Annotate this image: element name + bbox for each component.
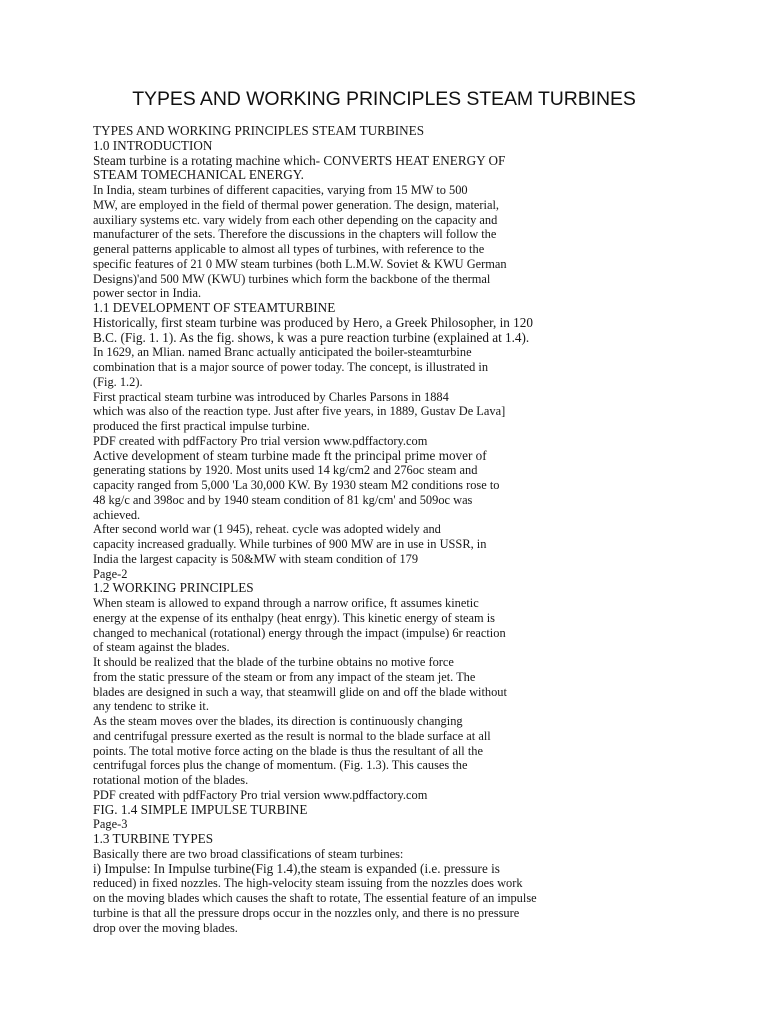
document-line: 48 kg/c and 398oc and by 1940 steam condition of 81 kg/cm' and 509oc was: [93, 492, 473, 507]
document-line: In India, steam turbines of different capacities, varying from 15 MW to 500: [93, 183, 468, 197]
document-line: combination that is a major source of power today. The concept, is illustrated in: [93, 360, 489, 374]
pdf-footer-line: PDF created with pdfFactory Pro trial version www.pdffactory.com: [93, 787, 428, 802]
document-line: When steam is allowed to expand through a narrow orifice, ft assumes kinetic: [93, 596, 479, 610]
document-line: of steam against the blades.: [93, 640, 230, 655]
document-line: (Fig. 1.2).: [93, 374, 143, 389]
document-line: Designs)'and 500 MW (KWU) turbines which form the backbone of the thermal: [93, 271, 491, 286]
document-line: which was also of the reaction type. Just after five years, in 1889, Gustav De Lava]: [93, 404, 506, 419]
document-line: any tendenc to strike it.: [93, 699, 209, 714]
document-line: on the moving blades which causes the shaft to rotate, The essential feature of an impulse: [93, 891, 537, 905]
document-line-heading: Active development of steam turbine made ft the principal prime mover of: [93, 447, 487, 463]
document-line: specific features of 21 0 MW steam turbines (both L.M.W. Soviet & KWU German: [93, 256, 507, 271]
document-line: First practical steam turbine was introduced by Charles Parsons in 1884: [93, 389, 449, 404]
document-line: manufacturer of the sets. Therefore the discussions in the chapters will follow the: [93, 227, 497, 242]
document-line: reduced) in fixed nozzles. The high-velocity steam issuing from the nozzles does work: [93, 876, 523, 891]
document-line: power sector in India.: [93, 286, 202, 301]
document-line: India the largest capacity is 50&MW with steam condition of 179: [93, 551, 419, 566]
document-line-heading: 1.2 WORKING PRINCIPLES: [93, 580, 254, 596]
document-body: [93, 124, 573, 935]
document-title: TYPES AND WORKING PRINCIPLES STEAM TURBINES: [132, 88, 636, 110]
document-line: rotational motion of the blades.: [93, 773, 249, 787]
document-line: auxiliary systems etc. vary widely from each other depending on the capacity and: [93, 212, 498, 227]
document-line: Page-2: [93, 566, 128, 581]
document-line: capacity increased gradually. While turbines of 900 MW are in use in USSR, in: [93, 537, 487, 551]
document-line: Page-3: [93, 817, 128, 832]
document-line: and centrifugal pressure exerted as the result is normal to the blade surface at all: [93, 728, 491, 743]
document-line-heading: Steam turbine is a rotating machine which- CONVERTS HEAT ENERGY OF: [93, 152, 506, 168]
document-line: generating stations by 1920. Most units used 14 kg/cm2 and 276oc steam and: [93, 463, 478, 478]
document-line-heading: B.C. (Fig. 1. 1). As the fig. shows, k was a pure reaction turbine (explained at 1.4).: [93, 329, 530, 345]
document-line: Basically there are two broad classifications of steam turbines:: [93, 846, 404, 861]
document-line: blades are designed in such a way, that steamwill glide on and off the blade without: [93, 684, 507, 699]
document-line-heading: i) Impulse: In Impulse turbine(Fig 1.4),the steam is expanded (i.e. pressure is: [93, 860, 500, 876]
document-line: After second world war (1 945), reheat. cycle was adopted widely and: [93, 522, 441, 537]
document-line-heading: 1.1 DEVELOPMENT OF STEAMTURBINE: [93, 300, 336, 315]
document-line: MW, are employed in the field of thermal power generation. The design, material,: [93, 197, 500, 212]
document-line: In 1629, an Mlian. named Branc actually anticipated the boiler-steamturbine: [93, 345, 472, 360]
document-line-heading: 1.0 INTRODUCTION: [93, 137, 213, 153]
document-line-heading: FIG. 1.4 SIMPLE IMPULSE TURBINE: [93, 801, 308, 817]
document-line-heading: Historically, first steam turbine was produced by Hero, a Greek Philosopher, in 120: [93, 314, 533, 330]
document-line: capacity ranged from 5,000 'La 30,000 KW. By 1930 steam M2 conditions rose to: [93, 478, 500, 492]
document-line-heading: STEAM TOMECHANICAL ENERGY.: [93, 167, 304, 183]
pdf-footer-line: PDF created with pdfFactory Pro trial version www.pdffactory.com: [93, 433, 428, 448]
document-line-heading: 1.3 TURBINE TYPES: [93, 831, 214, 846]
document-line: points. The total motive force acting on the blade is thus the resultant of all the: [93, 743, 483, 758]
document-line: energy at the expense of its enthalpy (heat enrgy). This kinetic energy of steam is: [93, 610, 496, 625]
document-line-heading: TYPES AND WORKING PRINCIPLES STEAM TURBINES: [93, 123, 425, 138]
document-line: from the static pressure of the steam or from any impact of the steam jet. The: [93, 669, 476, 684]
document-line: produced the first practical impulse turbine.: [93, 419, 310, 433]
document-line: It should be realized that the blade of the turbine obtains no motive force: [93, 655, 454, 669]
document-line: As the steam moves over the blades, its direction is continuously changing: [93, 714, 463, 728]
document-line: achieved.: [93, 507, 141, 522]
document-line: changed to mechanical (rotational) energy through the impact (impulse) 6r reaction: [93, 625, 506, 640]
document-line: centrifugal forces plus the change of momentum. (Fig. 1.3). This causes the: [93, 758, 468, 773]
document-line: drop over the moving blades.: [93, 920, 238, 935]
document-line: turbine is that all the pressure drops occur in the nozzles only, and there is no pressure: [93, 905, 520, 920]
document-line: general patterns applicable to almost all types of turbines, with reference to the: [93, 242, 485, 256]
